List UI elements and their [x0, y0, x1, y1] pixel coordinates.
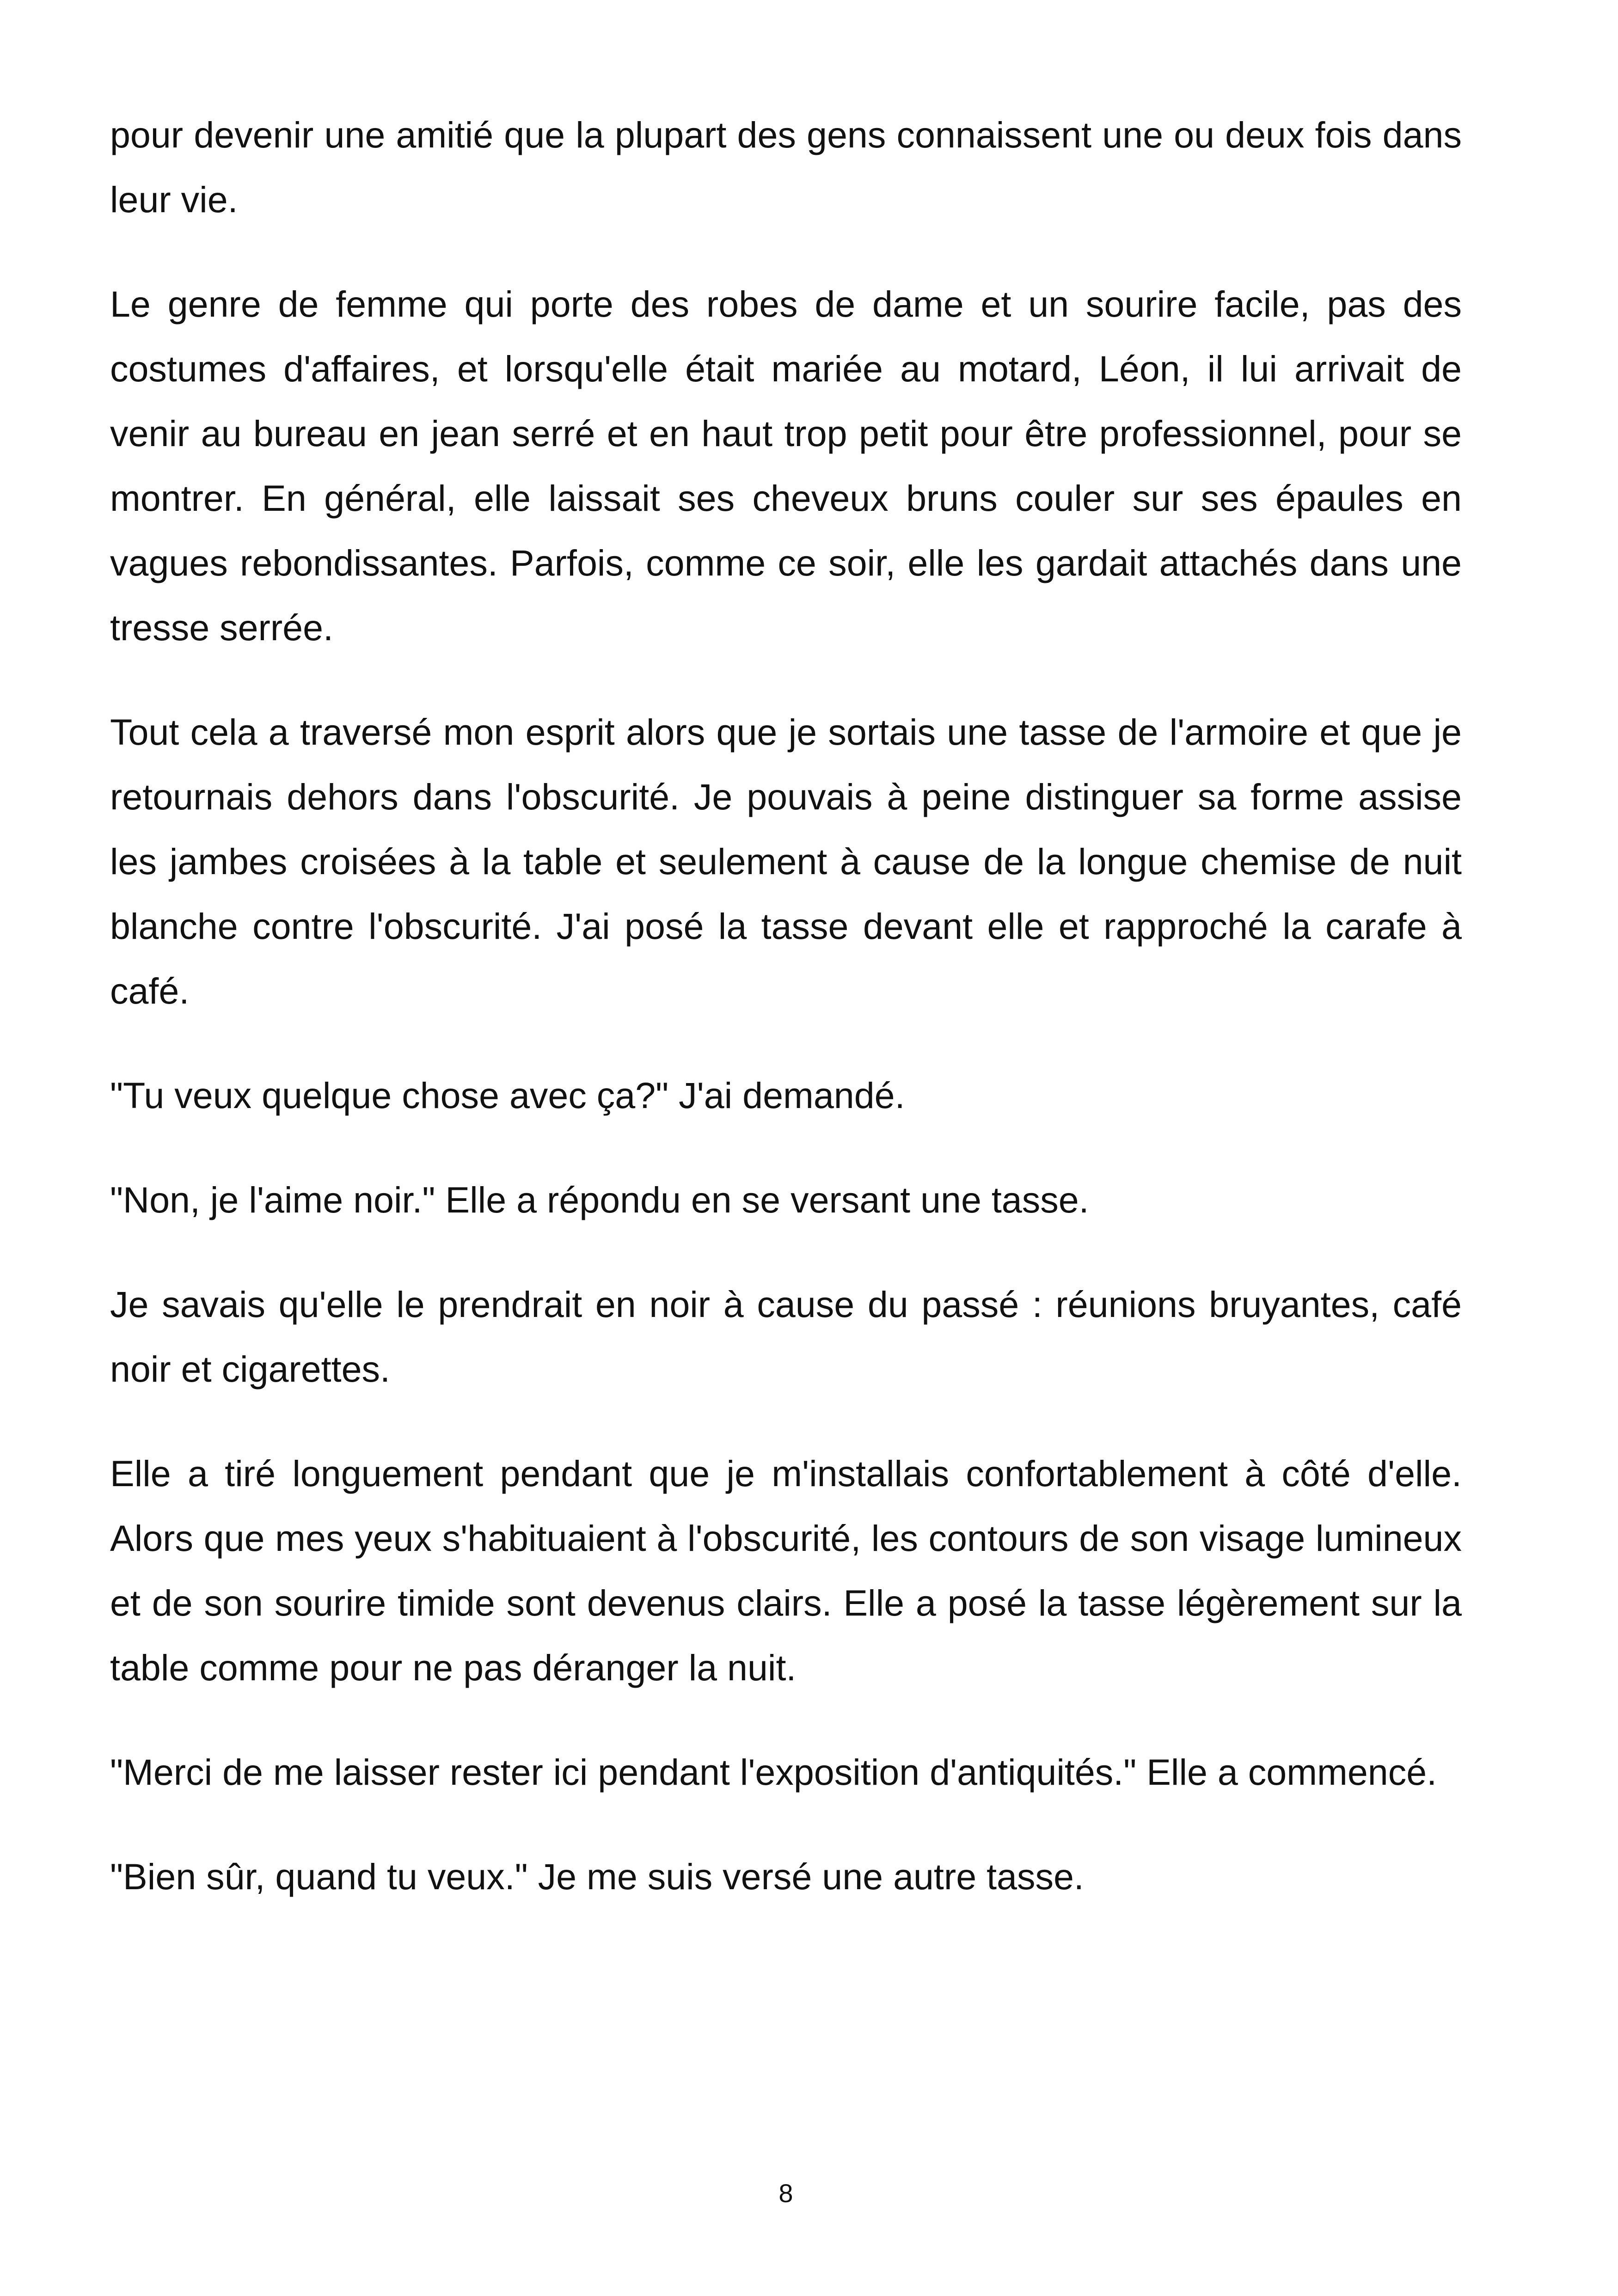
body-text	[110, 103, 1462, 1909]
paragraph-1: pour devenir une amitié que la plupart des gens connaissent une ou deux fois dans leur vie.	[110, 114, 1462, 220]
paragraph-9: "Bien sûr, quand tu veux." Je me suis versé une autre tasse.	[110, 1856, 1084, 1897]
paragraph-3: Tout cela a traversé mon esprit alors que je sortais une tasse de l'armoire et que je retournais dehors dans l'obscurité. Je pouvais à peine distinguer sa forme assise les jambes croisées à la table et seulement à cause de la longue chemise de nuit blanche contre l'obscurité. J'ai posé la tasse devant elle et rapproché la carafe à café.	[110, 711, 1462, 1011]
paragraph-8: "Merci de me laisser rester ici pendant l'exposition d'antiquités." Elle a commencé.	[110, 1751, 1437, 1793]
paragraph-4: "Tu veux quelque chose avec ça?" J'ai demandé.	[110, 1075, 905, 1116]
paragraph-2: Le genre de femme qui porte des robes de dame et un sourire facile, pas des costumes d'affaires, et lorsqu'elle était mariée au motard, Léon, il lui arrivait de venir au bureau en jean serré et en haut trop petit pour être professionnel, pour se montrer. En général, elle laissait ses cheveux bruns couler sur ses épaules en vagues rebondissantes. Parfois, comme ce soir, elle les gardait attachés dans une tresse serrée.	[110, 283, 1462, 648]
page-number: 8	[778, 2179, 793, 2208]
paragraph-5: "Non, je l'aime noir." Elle a répondu en se versant une tasse.	[110, 1179, 1089, 1220]
paragraph-7: Elle a tiré longuement pendant que je m'installais confortablement à côté d'elle. Alors que mes yeux s'habituaient à l'obscurité, les contours de son visage lumineux et de son sourire timide sont devenus clairs. Elle a posé la tasse légèrement sur la table comme pour ne pas déranger la nuit.	[110, 1453, 1462, 1688]
paragraph-6: Je savais qu'elle le prendrait en noir à cause du passé : réunions bruyantes, café noir et cigarettes.	[110, 1284, 1462, 1390]
